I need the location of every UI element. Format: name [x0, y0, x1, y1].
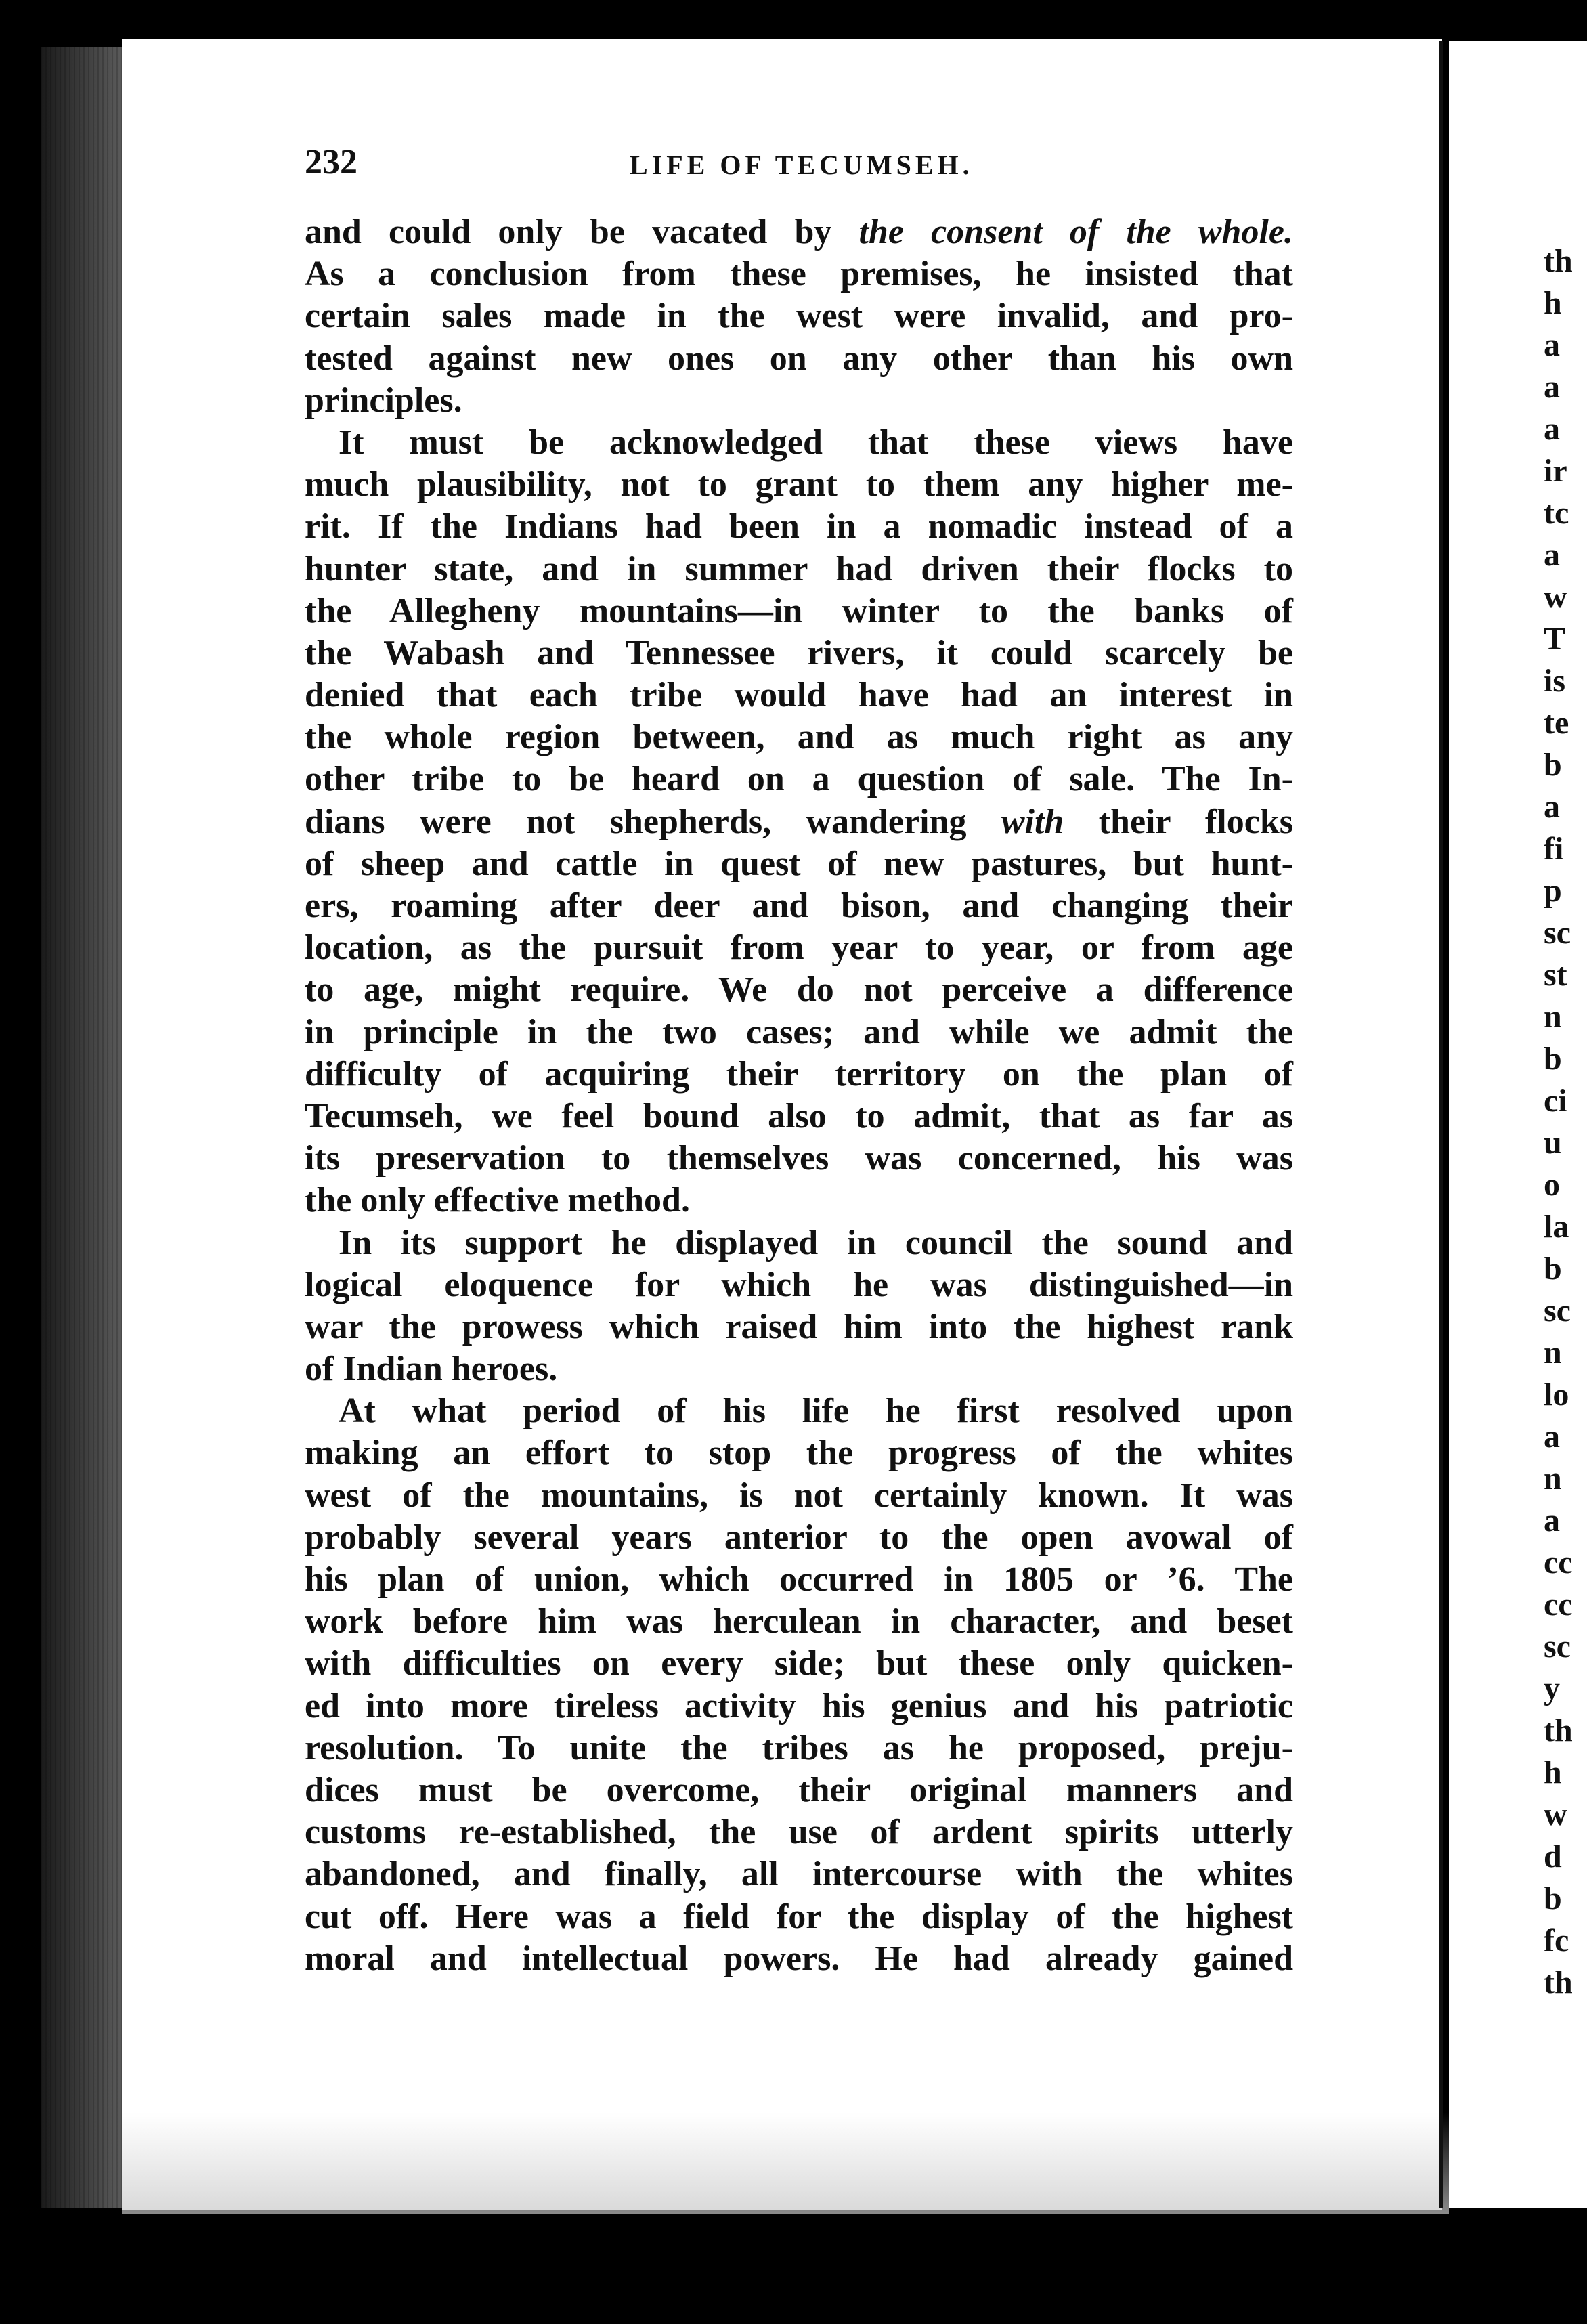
text-line: west of the mountains, is not certainly known. It was	[305, 1476, 1293, 1515]
page-bottom-shadow	[122, 2113, 1449, 2214]
text-line: ers, roaming after deer and bison, and changing their	[305, 886, 1293, 925]
text-line: of Indian heroes.	[305, 1350, 558, 1389]
text-line: abandoned, and finally, all intercourse with the whites	[305, 1855, 1293, 1894]
text-line: ed into more tireless activity his genius and his patriotic	[305, 1686, 1293, 1725]
right-page-fragment: th	[1544, 1964, 1573, 2000]
right-page-fragment: o	[1544, 1167, 1560, 1203]
text-line: the Allegheny mountains—in winter to the banks of	[305, 591, 1293, 630]
text-line: resolution. To unite the tribes as he proposed, preju-	[305, 1728, 1293, 1767]
right-page-fragment: a	[1544, 1419, 1560, 1455]
text-line	[305, 211, 1293, 253]
italic-text: the consent of the whole.	[858, 213, 1294, 251]
right-page-fragment: n	[1544, 1461, 1562, 1497]
right-page-fragment: la	[1544, 1209, 1569, 1245]
text-line: moral and intellectual powers. He had already gained	[305, 1939, 1293, 1978]
text-line: the Wabash and Tennessee rivers, it could scarcely be	[305, 633, 1293, 672]
text-line: cut off. Here was a field for the display of the highest	[305, 1897, 1293, 1936]
page-header	[305, 142, 1293, 196]
right-page-fragment: w	[1544, 579, 1567, 615]
text-line: his plan of union, which occurred in 1805 or ’6. The	[305, 1560, 1293, 1599]
right-page-fragment: th	[1544, 1713, 1573, 1748]
right-page-fragment: lo	[1544, 1377, 1569, 1413]
text-line: logical eloquence for which he was distinguished—in	[305, 1265, 1293, 1304]
text-line: work before him was herculean in character, and beset	[305, 1602, 1293, 1641]
text-line: customs re-established, the use of ardent spirits utterly	[305, 1813, 1293, 1852]
right-page-fragment: is	[1544, 663, 1566, 699]
right-page-fragment: p	[1544, 873, 1562, 909]
right-page-fragment: a	[1544, 369, 1560, 405]
right-page-fragment: ir	[1544, 453, 1567, 489]
text-line: tested against new ones on any other than his own	[305, 339, 1293, 378]
text-line: other tribe to be heard on a question of sale. The In-	[305, 760, 1293, 799]
text-line: In its support he displayed in council the sound and	[339, 1223, 1293, 1262]
right-page-fragment: sc	[1544, 1293, 1571, 1329]
right-page-fragment: fc	[1544, 1922, 1569, 1958]
right-page-fragment: d	[1544, 1838, 1562, 1874]
right-page-fragment: ci	[1544, 1083, 1567, 1119]
right-page-fragment: h	[1544, 285, 1562, 321]
right-page-fragment: b	[1544, 1880, 1562, 1916]
text-line: denied that each tribe would have had an interest in	[305, 676, 1293, 715]
text-line: At what period of his life he first resolved upon	[339, 1392, 1293, 1431]
right-page-fragment: te	[1544, 705, 1569, 741]
text-line: location, as the pursuit from year to year, or from age	[305, 928, 1293, 968]
right-page-fragment: w	[1544, 1796, 1567, 1832]
right-page-fragment: sc	[1544, 1629, 1571, 1664]
text-line: the whole region between, and as much right as any	[305, 718, 1293, 757]
right-page-fragment: h	[1544, 1755, 1562, 1790]
right-page-fragment: T	[1544, 621, 1566, 657]
page-divider	[1439, 41, 1443, 2208]
text-line: hunter state, and in summer had driven their flocks to	[305, 549, 1293, 588]
running-title: LIFE OF TECUMSEH.	[630, 150, 974, 180]
text-line: its preservation to themselves was concerned, his was	[305, 1139, 1293, 1178]
text-segment: and could only be vacated by	[305, 213, 859, 251]
text-line: dices must be overcome, their original manners and	[305, 1770, 1293, 1809]
right-page-fragment: fi	[1544, 831, 1564, 867]
body-text	[305, 211, 1293, 1980]
right-page-fragment: n	[1544, 999, 1562, 1035]
right-page-text-fragments	[1544, 240, 1587, 2004]
right-page-fragment: sc	[1544, 915, 1571, 951]
right-page-fragment: tc	[1544, 495, 1569, 531]
right-page-fragment: th	[1544, 243, 1573, 279]
right-page-fragment: a	[1544, 411, 1560, 447]
right-page-fragment: a	[1544, 789, 1560, 825]
text-line: to age, might require. We do not perceive a difference	[305, 970, 1293, 1010]
text-line: much plausibility, not to grant to them any higher me-	[305, 465, 1293, 504]
text-line: rit. If the Indians had been in a nomadic instead of a	[305, 507, 1293, 546]
right-page-fragment: a	[1544, 537, 1560, 573]
text-segment: dians were not shepherds, wandering	[305, 802, 1001, 841]
text-line: in principle in the two cases; and while we admit the	[305, 1012, 1293, 1052]
right-page-fragment: cc	[1544, 1545, 1573, 1580]
text-line: making an effort to stop the progress of the whites	[305, 1434, 1293, 1473]
right-page-fragment: n	[1544, 1335, 1562, 1371]
text-line: difficulty of acquiring their territory on the plan of	[305, 1054, 1293, 1094]
right-page-fragment: a	[1544, 1503, 1560, 1538]
text-line: As a conclusion from these premises, he insisted that	[305, 255, 1293, 294]
text-segment: their flocks	[1064, 802, 1293, 841]
right-page-fragment: y	[1544, 1671, 1560, 1706]
right-page-fragment: cc	[1544, 1587, 1573, 1622]
right-page-fragment: a	[1544, 327, 1560, 363]
right-page-fragment: b	[1544, 747, 1562, 783]
right-page-fragment: u	[1544, 1125, 1562, 1161]
text-line: It must be acknowledged that these views have	[339, 423, 1293, 462]
text-line: war the prowess which raised him into the highest rank	[305, 1307, 1293, 1346]
page-number: 232	[305, 143, 357, 181]
text-line: of sheep and cattle in quest of new pastures, but hunt-	[305, 844, 1293, 883]
text-line: principles.	[305, 381, 462, 420]
text-line: certain sales made in the west were invalid, and pro-	[305, 297, 1293, 336]
right-page-fragment: b	[1544, 1041, 1562, 1077]
right-page-fragment: st	[1544, 957, 1567, 993]
text-line	[305, 801, 1293, 843]
text-line: with difficulties on every side; but these only quicken-	[305, 1644, 1293, 1683]
right-page-fragment: b	[1544, 1251, 1562, 1287]
text-line: probably several years anterior to the open avowal of	[305, 1518, 1293, 1557]
italic-text: with	[1001, 802, 1064, 841]
text-line: Tecumseh, we feel bound also to admit, that as far as	[305, 1096, 1293, 1136]
text-line: the only effective method.	[305, 1181, 690, 1220]
